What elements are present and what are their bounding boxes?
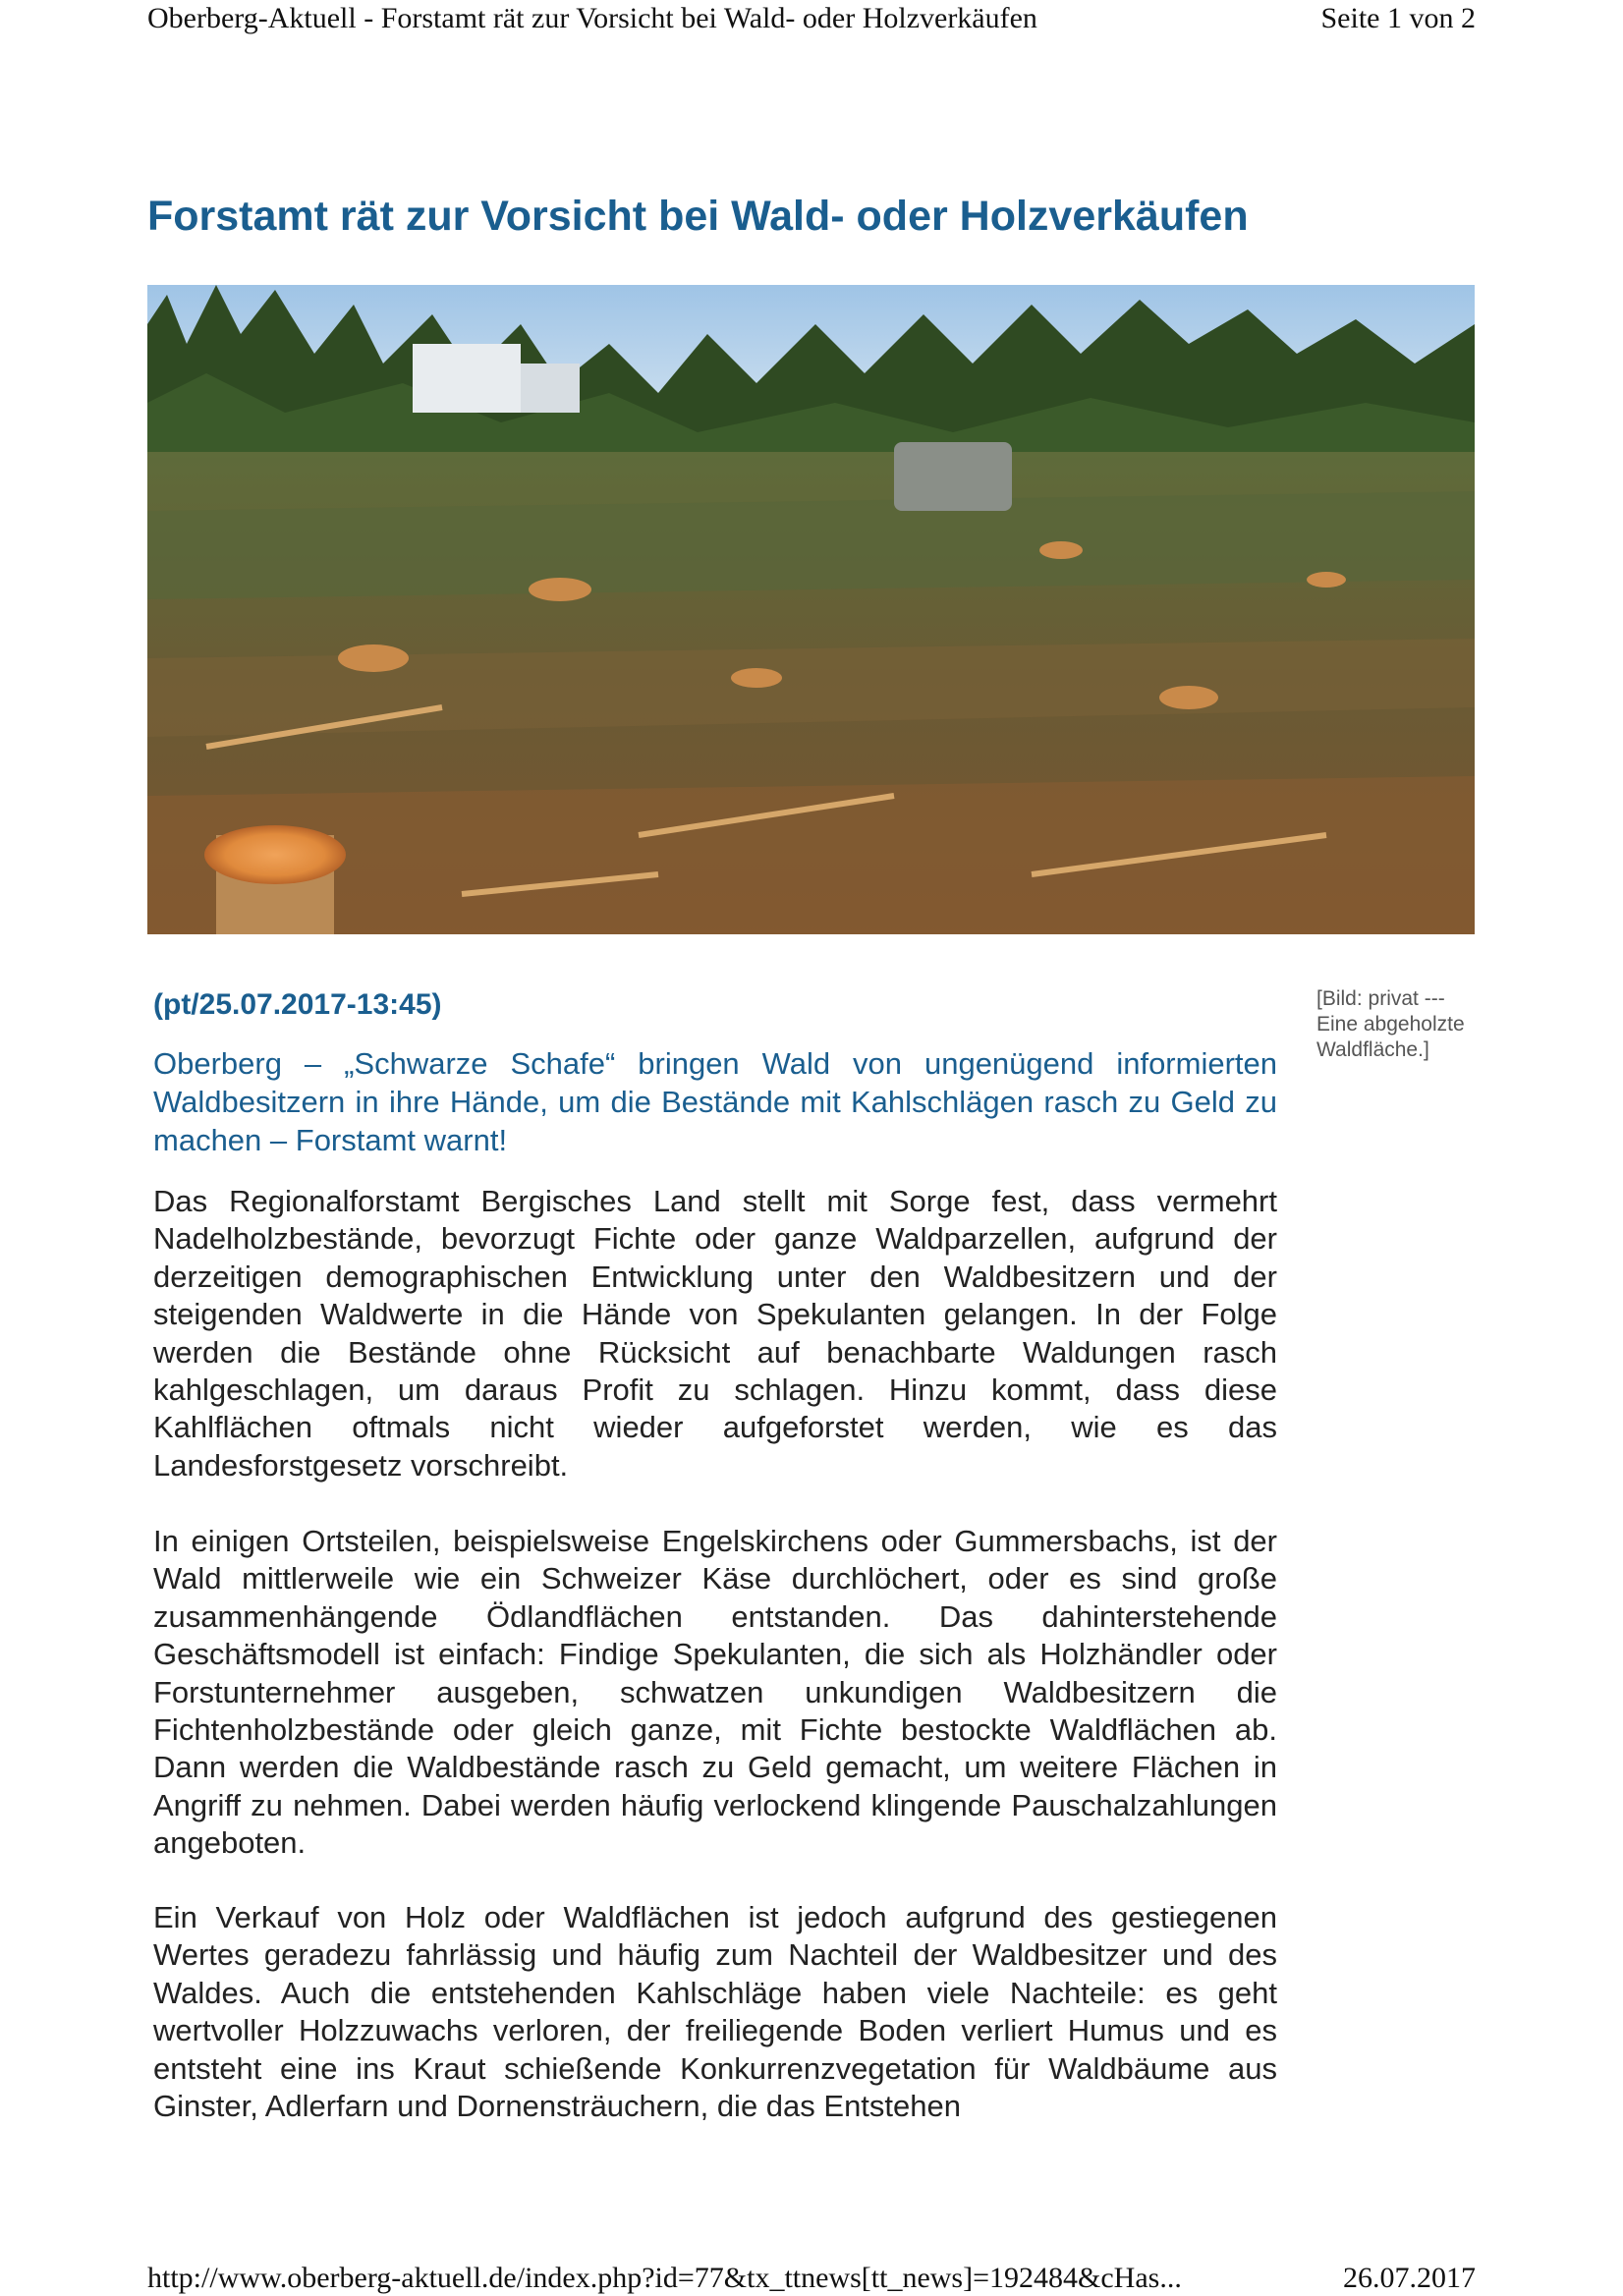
print-header [147,0,1476,39]
print-page-number: Seite 1 von 2 [1320,2,1476,34]
print-date: 26.07.2017 [1343,2262,1476,2294]
print-header-title: Oberberg-Aktuell - Forstamt rät zur Vorsicht bei Wald- oder Holzverkäufen [147,2,1037,34]
article-lead: Oberberg – „Schwarze Schafe“ bringen Wald von ungenügend informierten Waldbesitzern in ihre Hände, um die Bestände mit Kahlschlägen rasch zu Geld zu machen – Forstamt warnt! [153,1046,1277,1157]
article-dateline: (pt/25.07.2017-13:45) [153,988,442,1021]
photo-caption: [Bild: privat --- Eine abgeholzte Waldfläche.] [1316,987,1465,1061]
article-paragraph: Ein Verkauf von Holz oder Waldflächen ist jedoch aufgrund des gestiegenen Wertes geradezu fahrlässig und häufig zum Nachteil der Waldbesitzer und des Waldes. Auch die entstehenden Kahlschläge haben viele Nachteile: es geht wertvoller Holzzuwachs verloren, der freiliegende Boden verliert Humus und es entsteht eine ins Kraut schießende Konkurrenzvegetation für Waldbäume aus Ginster, Adlerfarn und Dornensträuchern, die das Entstehen [153,1900,1277,2124]
article-paragraph: In einigen Ortsteilen, beispielsweise Engelskirchens oder Gummersbachs, ist der Wald mittlerweile wie ein Schweizer Käse durchlöchert, oder es sind große zusammenhängende Ödlandflächen entstanden. Das dahinterstehende Geschäftsmodell ist einfach: Findige Spekulanten, die sich als Holzhändler oder Forstunternehmer ausgeben, schwatzen unkundigen Waldbesitzern die Fichtenholzbestände oder gleich ganze, mit Fichte bestockte Waldflächen ab. Dann werden die Waldbestände rasch zu Geld gemacht, um weitere Flächen in Angriff zu nehmen. Dabei werden häufig verlockend klingende Pauschalzahlungen angeboten. [153,1524,1277,1861]
print-footer [147,2258,1476,2296]
article-headline: Forstamt rät zur Vorsicht bei Wald- oder Holzverkäufen [147,193,1249,240]
source-url: http://www.oberberg-aktuell.de/index.php?id=77&tx_ttnews[tt_news]=192484&cHas... [147,2262,1182,2294]
article-paragraph: Das Regionalforstamt Bergisches Land stellt mit Sorge fest, dass vermehrt Nadelholzbestände, bevorzugt Fichte oder ganze Waldparzellen, aufgrund der derzeitigen demographischen Entwicklung unter den Waldbesitzern und der steigenden Waldwerte in die Hände von Spekulanten gelangen. In der Folge werden die Bestände ohne Rücksicht auf benachbarte Waldungen rasch kahlgeschlagen, um daraus Profit zu schlagen. Hinzu kommt, dass diese Kahlflächen oftmals nicht wieder aufgeforstet werden, wie es das Landesforstgesetz vorschreibt. [153,1184,1277,1483]
article-photo [147,285,1475,934]
